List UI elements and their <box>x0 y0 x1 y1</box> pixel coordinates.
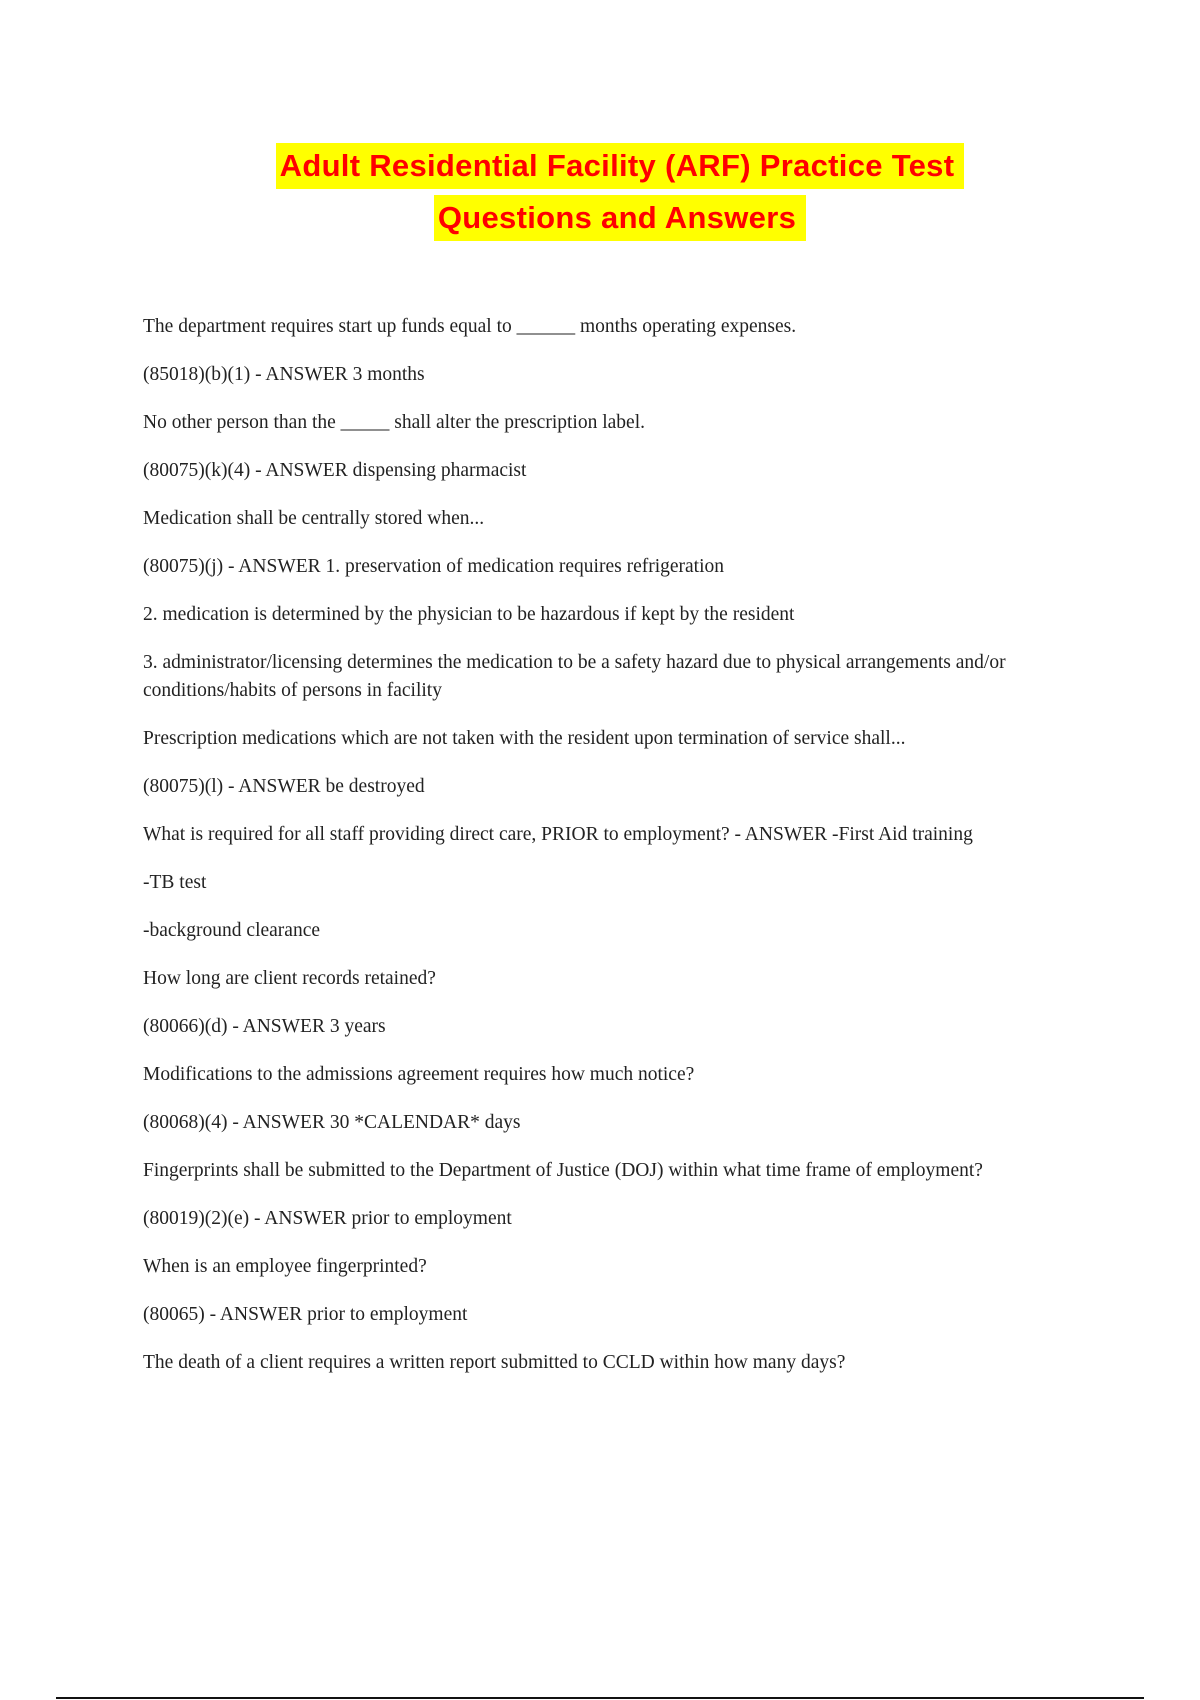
document-title <box>0 143 1200 241</box>
question-paragraph: The department requires start up funds equal to ______ months operating expenses. <box>143 316 797 337</box>
title-line-2: Questions and Answers <box>434 195 806 241</box>
title-line-1: Adult Residential Facility (ARF) Practice Test <box>276 143 965 189</box>
answer-paragraph: (85018)(b)(1) - ANSWER 3 months <box>143 364 425 385</box>
answer-paragraph: (80019)(2)(e) - ANSWER prior to employment <box>143 1208 512 1229</box>
answer-paragraph: (80065) - ANSWER prior to employment <box>143 1304 468 1325</box>
question-paragraph: Prescription medications which are not taken with the resident upon termination of service shall... <box>143 728 906 749</box>
question-paragraph: Modifications to the admissions agreement requires how much notice? <box>143 1064 695 1085</box>
answer-paragraph: (80068)(4) - ANSWER 30 *CALENDAR* days <box>143 1112 521 1133</box>
page-bottom-rule <box>56 1697 1144 1699</box>
answer-list-item: -TB test <box>143 872 207 893</box>
answer-paragraph: (80075)(j) - ANSWER 1. preservation of medication requires refrigeration <box>143 556 725 577</box>
question-paragraph: Medication shall be centrally stored when... <box>143 508 485 529</box>
answer-list-item: 3. administrator/licensing determines the medication to be a safety hazard due to physical arrangements and/or conditions/habits of persons in facility <box>143 652 1011 701</box>
question-paragraph: When is an employee fingerprinted? <box>143 1256 427 1277</box>
answer-paragraph: (80075)(l) - ANSWER be destroyed <box>143 776 425 797</box>
answer-paragraph: (80066)(d) - ANSWER 3 years <box>143 1016 386 1037</box>
question-paragraph: How long are client records retained? <box>143 968 436 989</box>
answer-list-item: -background clearance <box>143 920 321 941</box>
answer-list-item: 2. medication is determined by the physician to be hazardous if kept by the resident <box>143 604 795 625</box>
question-answer-paragraph: What is required for all staff providing direct care, PRIOR to employment? - ANSWER -First Aid training <box>143 824 973 845</box>
question-paragraph: The death of a client requires a written report submitted to CCLD within how many days? <box>143 1352 846 1373</box>
question-paragraph: Fingerprints shall be submitted to the Department of Justice (DOJ) within what time frame of employment? <box>143 1160 983 1181</box>
answer-paragraph: (80075)(k)(4) - ANSWER dispensing pharmacist <box>143 460 527 481</box>
question-paragraph: No other person than the _____ shall alter the prescription label. <box>143 412 645 433</box>
qa-content <box>143 313 1023 1397</box>
